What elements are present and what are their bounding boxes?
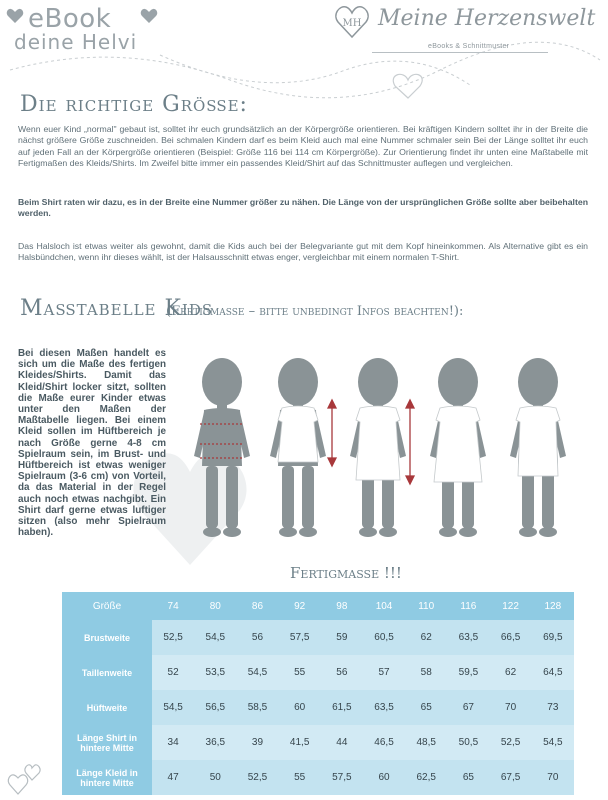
row-label: Taillenweite [62, 655, 152, 690]
row-label: Brustweite [62, 620, 152, 655]
table-cell: 54,5 [236, 655, 278, 690]
table-cell: 56 [321, 655, 363, 690]
table-cell: 52,5 [152, 620, 194, 655]
child-silhouette-icon [194, 358, 250, 537]
table-cell: 48,5 [405, 725, 447, 760]
size-column-header: 98 [321, 592, 363, 620]
table-cell: 64,5 [532, 655, 574, 690]
section-title-size: Die richtige Größe: [20, 92, 248, 117]
table-cell: 57,5 [321, 760, 363, 795]
size-column-header: 80 [194, 592, 236, 620]
brand-name: Meine Herzenswelt [378, 6, 596, 31]
table-cell: 67,5 [490, 760, 532, 795]
table-cell: 67 [447, 690, 489, 725]
table-cell: 60,5 [363, 620, 405, 655]
table-cell: 54,5 [194, 620, 236, 655]
table-cell: 66,5 [490, 620, 532, 655]
table-cell: 63,5 [447, 620, 489, 655]
table-cell: 62,5 [405, 760, 447, 795]
size-column-header: 110 [405, 592, 447, 620]
table-cell: 65 [405, 690, 447, 725]
table-cell: 47 [152, 760, 194, 795]
table-cell: 61,5 [321, 690, 363, 725]
table-cell: 54,5 [152, 690, 194, 725]
table-cell: 56,5 [194, 690, 236, 725]
size-column-header: 128 [532, 592, 574, 620]
table-cell: 57 [363, 655, 405, 690]
ebook-label: eBook [28, 4, 112, 34]
table-cell: 55 [279, 655, 321, 690]
logo-mark-icon [334, 4, 370, 40]
table-row [62, 620, 574, 655]
table-cell: 46,5 [363, 725, 405, 760]
table-cell: 58 [405, 655, 447, 690]
size-column-header: 116 [447, 592, 489, 620]
table-cell: 59,5 [447, 655, 489, 690]
row-label: Hüftweite [62, 690, 152, 725]
section-title-measure-table: Maßtabelle Kids [20, 296, 214, 321]
table-cell: 63,5 [363, 690, 405, 725]
size-table [62, 592, 574, 795]
brand-tagline: eBooks & Schnittmuster [428, 43, 510, 50]
table-cell: 62 [405, 620, 447, 655]
table-cell: 41,5 [279, 725, 321, 760]
table-cell: 50 [194, 760, 236, 795]
table-cell: 65 [447, 760, 489, 795]
table-cell: 58,5 [236, 690, 278, 725]
section-title-note: (Fertigmaße – bitte unbedingt Infos beachten!): [166, 304, 464, 319]
table-cell: 56 [236, 620, 278, 655]
table-cell: 57,5 [279, 620, 321, 655]
table-cell: 70 [532, 760, 574, 795]
table-cell: 44 [321, 725, 363, 760]
child-figures-illustration [186, 350, 586, 540]
heart-icon [140, 8, 158, 24]
table-cell: 52,5 [490, 725, 532, 760]
size-column-header: 122 [490, 592, 532, 620]
size-column-header: 104 [363, 592, 405, 620]
table-row [62, 655, 574, 690]
shirt-advice-paragraph: Beim Shirt raten wir dazu, es in der Breite eine Nummer größer zu nähen. Die Länge von der ursprünglichen Größe sollte aber beibehalten werden. [18, 197, 588, 219]
table-cell: 60 [363, 760, 405, 795]
table-header-row [62, 592, 574, 620]
brand-divider [372, 52, 548, 53]
table-cell: 50,5 [447, 725, 489, 760]
table-cell: 52,5 [236, 760, 278, 795]
heart-icon [6, 8, 24, 24]
table-title: Fertigmaße !!! [290, 564, 402, 582]
table-header-cell: Größe [62, 592, 152, 620]
table-cell: 73 [532, 690, 574, 725]
table-cell: 36,5 [194, 725, 236, 760]
ebook-subtitle: deine Helvi [14, 30, 138, 54]
table-cell: 69,5 [532, 620, 574, 655]
table-cell: 59 [321, 620, 363, 655]
row-label: Länge Shirt in hintere Mitte [62, 725, 152, 760]
table-cell: 53,5 [194, 655, 236, 690]
row-label: Länge Kleid in hintere Mitte [62, 760, 152, 795]
size-column-header: 92 [279, 592, 321, 620]
table-row [62, 760, 574, 795]
table-cell: 52 [152, 655, 194, 690]
hearts-decoration [6, 758, 46, 798]
table-cell: 55 [279, 760, 321, 795]
logo-letters: MH [342, 18, 362, 29]
table-row [62, 725, 574, 760]
table-cell: 39 [236, 725, 278, 760]
table-cell: 34 [152, 725, 194, 760]
table-cell: 62 [490, 655, 532, 690]
neckline-paragraph: Das Halsloch ist etwas weiter als gewohnt, damit die Kids auch bei der Belegvariante gut mit dem Kopf hineinkommen. Als Alternative gibt es ein Halsbündchen, wenn ihr dieses wählt, ist der Halsausschnitt etwas enger, vergleichbar mit einem normalen T-Shirt. [18, 241, 588, 263]
measure-sidenote: Bei diesen Maßen handelt es sich um die Maße des fertigen Kleides/Shirts. Damit das Kleid/Shirt locker sitzt, sollten die Maße eurer Kinder etwas unter den Maßen der Maßtabelle liegen. Bei einem Kleid sollen im Hüftbereich je nach Größe gerne 4-8 cm Spielraum sein, im Brust- und Hüftbereich ist etwas weniger Spielraum (3-6 cm) von Vorteil, da das Material in der Regel auch noch etwas nachgibt. Ein Shirt darf gerne etwas luftiger sitzen (also mehr Spielraum haben). [18, 348, 166, 539]
table-row [62, 690, 574, 725]
table-cell: 60 [279, 690, 321, 725]
size-column-header: 86 [236, 592, 278, 620]
size-guidance-paragraph: Wenn euer Kind „normal" gebaut ist, solltet ihr euch grundsätzlich an der Körpergröße orientieren. Bei kräftigen Kindern solltet ihr in der Breite die nächst größere Größe zuschneiden. Bei schmalen Kindern darf es beim Kleid auch mal eine Nummer schmaler sein Bei der Länge solltet ihr euch auf jeden Fall an der Körpergröße orientieren (Beispiel: Größe 116 bei 114 cm Körpergröße). Zur Orientierung findet ihr unten eine Maßtabelle mit Fertigmaßen des Kleids/Shirts. Im Zweifel bitte immer ein passendes Kleid/Shirt auf das Schnittmuster auflegen und vergleichen. [18, 124, 588, 168]
size-column-header: 74 [152, 592, 194, 620]
table-cell: 54,5 [532, 725, 574, 760]
table-cell: 70 [490, 690, 532, 725]
